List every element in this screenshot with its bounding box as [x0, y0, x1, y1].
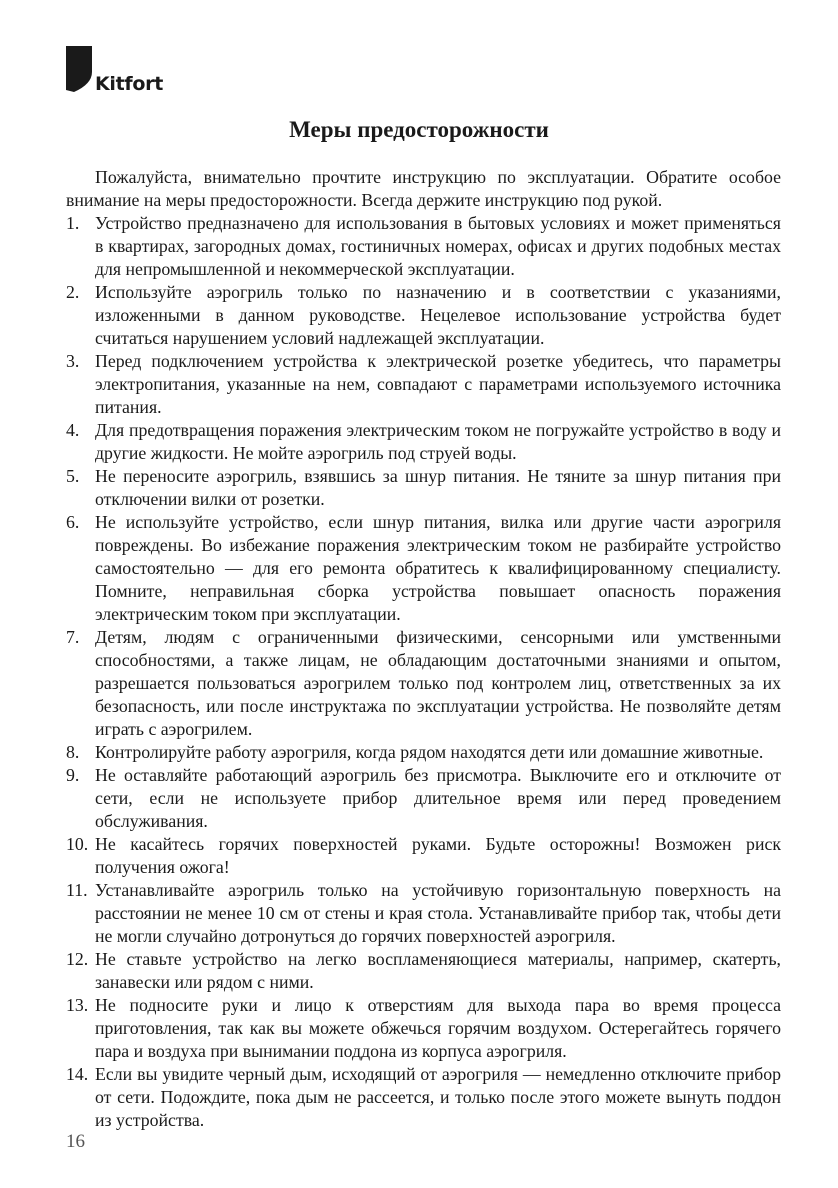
item-number: 9. — [66, 765, 80, 785]
item-text: Для предотвращения поражения электрическим током не погружайте устройство в воду и другие жидкости. Не мойте аэрогриль под струей воды. — [95, 420, 781, 463]
brand-name: Kitfort — [95, 73, 163, 95]
item-number: 2. — [66, 282, 80, 302]
item-text: Не используйте устройство, если шнур питания, вилка или другие части аэрогриля повреждены. Во избежание поражения электрическим током не разбирайте устройство самостоятельно — для его ремонта обратитесь к квалифицированному специалисту. Помните, неправильная сборка устройства повышает опасность поражения электрическим током при эксплуатации. — [95, 512, 781, 624]
list-item — [66, 833, 781, 879]
list-item — [66, 879, 781, 948]
item-number: 13. — [66, 995, 89, 1015]
list-item — [66, 281, 781, 350]
item-text: Не ставьте устройство на легко воспламеняющиеся материалы, например, скатерть, занавески или рядом с ними. — [95, 949, 781, 992]
intro-paragraph: Пожалуйста, внимательно прочтите инструкцию по эксплуатации. Обратите особое внимание на меры предосторожности. Всегда держите инструкцию под рукой. — [66, 167, 781, 210]
item-text: Не оставляйте работающий аэрогриль без присмотра. Выключите его и отключите от сети, если не используете прибор длительное время или перед проведением обслуживания. — [95, 765, 781, 831]
item-text: Детям, людям с ограниченными физическими, сенсорными или умственными способностями, а также лицам, не обладающим достаточными знаниями и опытом, разрешается пользоваться аэрогрилем только под контролем лиц, ответственных за их безопасность, или после инструктажа по эксплуатации устройства. Не позволяйте детям играть с аэрогрилем. — [95, 627, 781, 739]
kitfort-logo-icon — [66, 46, 92, 92]
item-number: 10. — [66, 834, 89, 854]
item-number: 5. — [66, 466, 80, 486]
list-item — [66, 994, 781, 1063]
item-text: Устанавливайте аэрогриль только на устойчивую горизонтальную поверхность на расстоянии не менее 10 см от стены и края стола. Устанавливайте прибор так, чтобы дети не могли случайно дотронуться до горячих поверхностей аэрогриля. — [95, 880, 781, 946]
item-text: Если вы увидите черный дым, исходящий от аэрогриля — немедленно отключите прибор от сети. Подождите, пока дым не рассеется, и только после этого можете вынуть поддон из устройства. — [95, 1064, 781, 1130]
list-item — [66, 741, 781, 764]
item-text: Используйте аэрогриль только по назначению и в соответствии с указаниями, изложенными в данном руководстве. Нецелевое использование устройства будет считаться нарушением условий надлежащей эксплуатации. — [95, 282, 781, 348]
item-text: Контролируйте работу аэрогриля, когда рядом находятся дети или домашние животные. — [95, 742, 764, 762]
list-item — [66, 764, 781, 833]
item-text: Не переносите аэрогриль, взявшись за шнур питания. Не тяните за шнур питания при отключении вилки от розетки. — [95, 466, 781, 509]
item-text: Не касайтесь горячих поверхностей руками. Будьте осторожны! Возможен риск получения ожога! — [95, 834, 781, 877]
list-item — [66, 465, 781, 511]
list-item — [66, 212, 781, 281]
item-number: 14. — [66, 1064, 89, 1084]
item-number: 11. — [66, 880, 88, 900]
item-number: 6. — [66, 512, 80, 532]
list-item — [66, 948, 781, 994]
item-number: 8. — [66, 742, 80, 762]
item-number: 7. — [66, 627, 80, 647]
item-text: Не подносите руки и лицо к отверстиям для выхода пара во время процесса приготовления, так как вы можете обжечься горячим воздухом. Остерегайтесь горячего пара и воздуха при вынимании поддона из корпуса аэрогриля. — [95, 995, 781, 1061]
item-number: 1. — [66, 213, 80, 233]
list-item — [66, 626, 781, 741]
item-number: 4. — [66, 420, 80, 440]
document-body — [66, 166, 781, 1132]
item-number: 12. — [66, 949, 89, 969]
page-number: 16 — [66, 1131, 85, 1152]
list-item — [66, 1063, 781, 1132]
item-text: Устройство предназначено для использования в бытовых условиях и может применяться в квартирах, загородных домах, гостиничных номерах, офисах и других подобных местах для непромышленной и некоммерческой эксплуатации. — [95, 213, 781, 279]
brand-logo — [66, 46, 163, 95]
list-item — [66, 350, 781, 419]
list-item — [66, 511, 781, 626]
item-number: 3. — [66, 351, 80, 371]
precautions-list — [66, 212, 781, 1132]
list-item — [66, 419, 781, 465]
page-title: Меры предосторожности — [289, 117, 549, 142]
item-text: Перед подключением устройства к электрической розетке убедитесь, что параметры электропитания, указанные на нем, совпадают с параметрами используемого источника питания. — [95, 351, 781, 417]
